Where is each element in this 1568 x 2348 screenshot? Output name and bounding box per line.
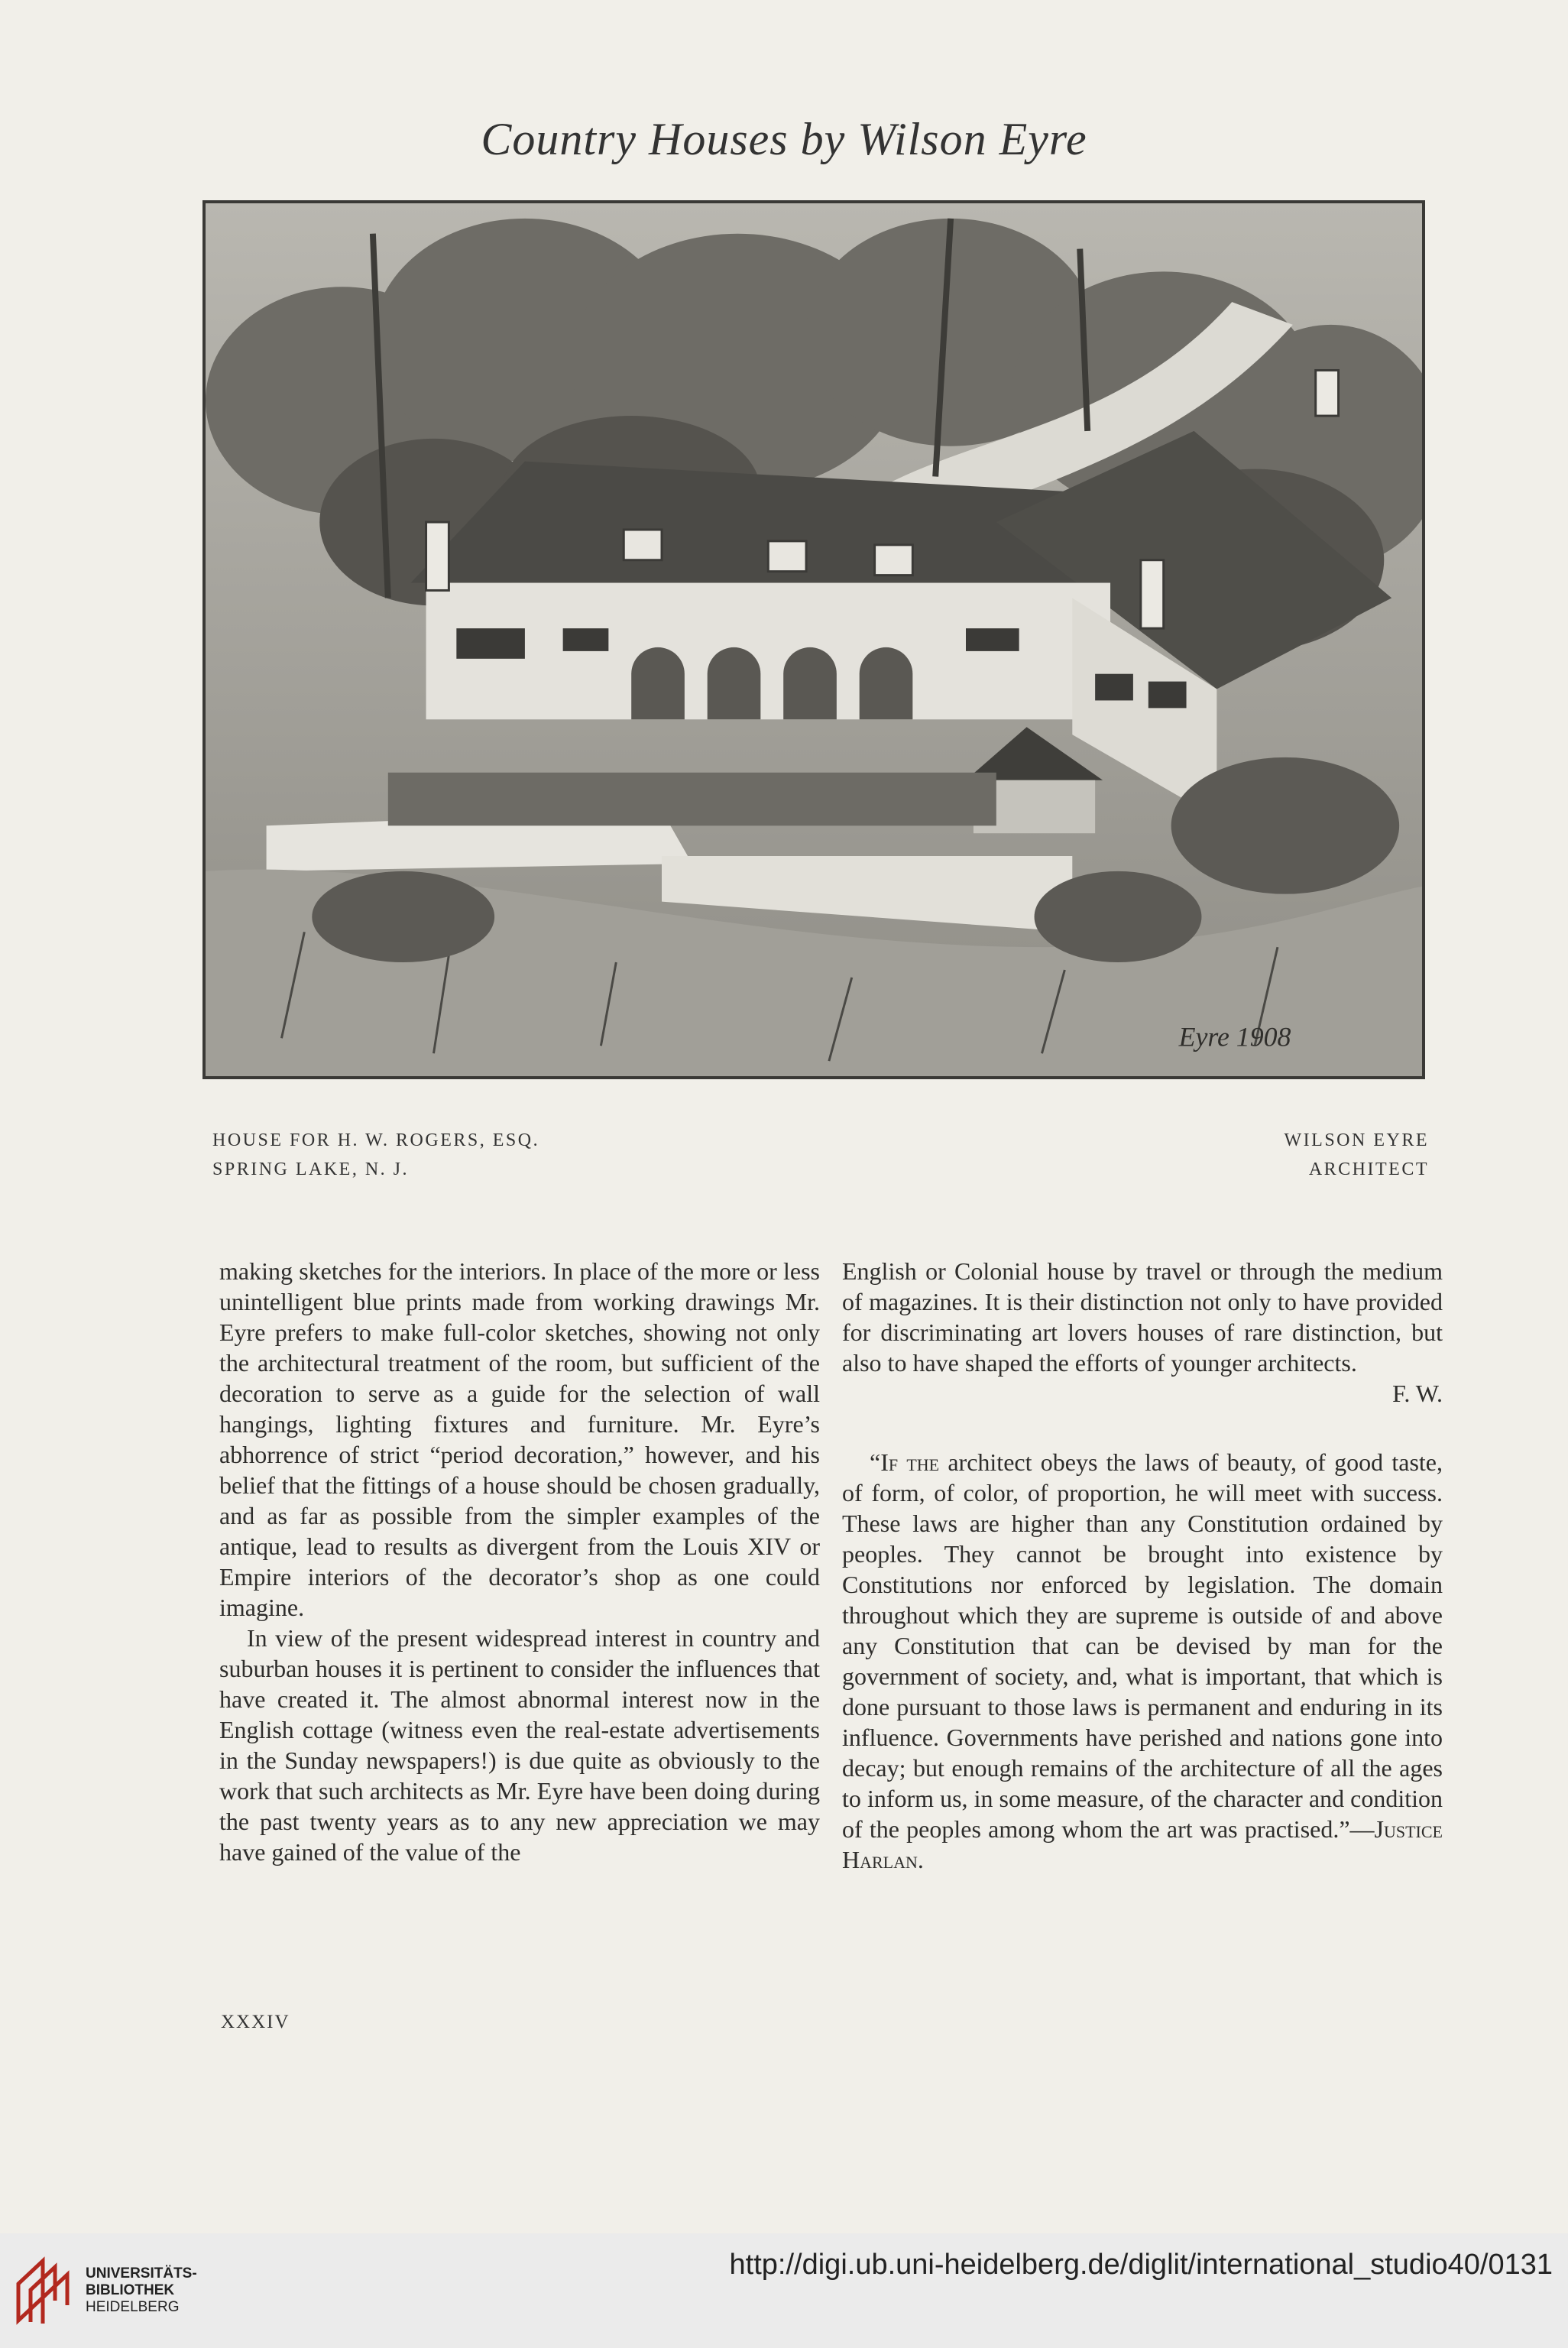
quote-lead: “If the: [870, 1448, 940, 1476]
signature-row: [842, 1378, 1443, 1409]
caption-architect-role: ARCHITECT: [1308, 1159, 1429, 1179]
artist-signature: Eyre 1908: [1178, 1021, 1291, 1052]
page-number: XXXIV: [221, 2012, 290, 2032]
paragraph: In view of the present widespread interest in country and suburban houses it is pertinent to consider the influences that have created it. The almost abnormal interest now in the English cottage (witness even the real-estate advertisements in the Sunday newspapers!) is due quite as obviously to the work that such architects as Mr. Eyre have been doing during the past twenty years as to any new appreciation we may have gained of the value of the: [219, 1624, 820, 1866]
footer-bar: [0, 2233, 1568, 2348]
paragraph: English or Colonial house by travel or through the medium of magazines. It is their distinction not only to have provided for discriminating art lovers houses of rare distinction, but also to have shaped the efforts of younger architects.: [842, 1257, 1443, 1377]
library-name: [86, 2265, 197, 2316]
author-initials: F. W.: [1392, 1380, 1443, 1407]
paragraph: making sketches for the interiors. In place of the more or less unintelligent blue prints made from working drawings Mr. Eyre prefers to make full-color sketches, showing not only the architectural treatment of the room, but sufficient of the decoration to serve as a guide for the selection of wall hangings, lighting fixtures and furniture. Mr. Eyre’s abhorrence of strict “period decoration,” however, and his belief that the fittings of a house should be chosen gradually, and as far as possible from the simpler examples of the antique, lead to results as divergent from the Louis XIV or Empire interiors of the decorator’s shop as one could imagine.: [219, 1257, 820, 1621]
library-name-line1: UNIVERSITÄTS-: [86, 2265, 197, 2282]
quote-attribution: Justice Harlan.: [842, 1815, 1443, 1873]
text-column-left: [219, 1256, 820, 1867]
quote-paragraph: [842, 1447, 1443, 1875]
caption-house: HOUSE FOR H. W. ROGERS, ESQ.: [212, 1130, 540, 1150]
university-library-logo-icon: [14, 2255, 75, 2325]
caption-location: SPRING LAKE, N. J.: [212, 1159, 410, 1179]
caption-architect-name: WILSON EYRE: [1284, 1130, 1429, 1150]
text-column-right: [842, 1256, 1443, 1875]
library-name-line3: HEIDELBERG: [86, 2299, 180, 2315]
library-name-line2: BIBLIOTHEK: [86, 2282, 175, 2298]
caption-right: [1285, 1126, 1429, 1184]
house-drawing-illustration: [202, 200, 1425, 1079]
caption-left: [212, 1126, 539, 1184]
page-title: Country Houses by Wilson Eyre: [481, 114, 1087, 164]
quote-body: architect obeys the laws of beauty, of good taste, of form, of color, of proportion, he will meet with success. These laws are higher than any Constitution ordained by peoples. They cannot be brought into existence by Constitutions nor enforced by legislation. The domain throughout which they are supreme is outside of and above any Constitution that can be devised by man for the government of society, and, what is important, that which is done pursuant to those laws is permanent and enduring in its influence. Governments have perished and nations gone into decay; but enough remains of the architecture of all the ages to inform us, in some measure, of the character and condition of the peoples among whom the art was practised.”—: [842, 1448, 1443, 1843]
source-url-link[interactable]: http://digi.ub.uni-heidelberg.de/diglit/international_studio40/0131: [729, 2249, 1553, 2281]
